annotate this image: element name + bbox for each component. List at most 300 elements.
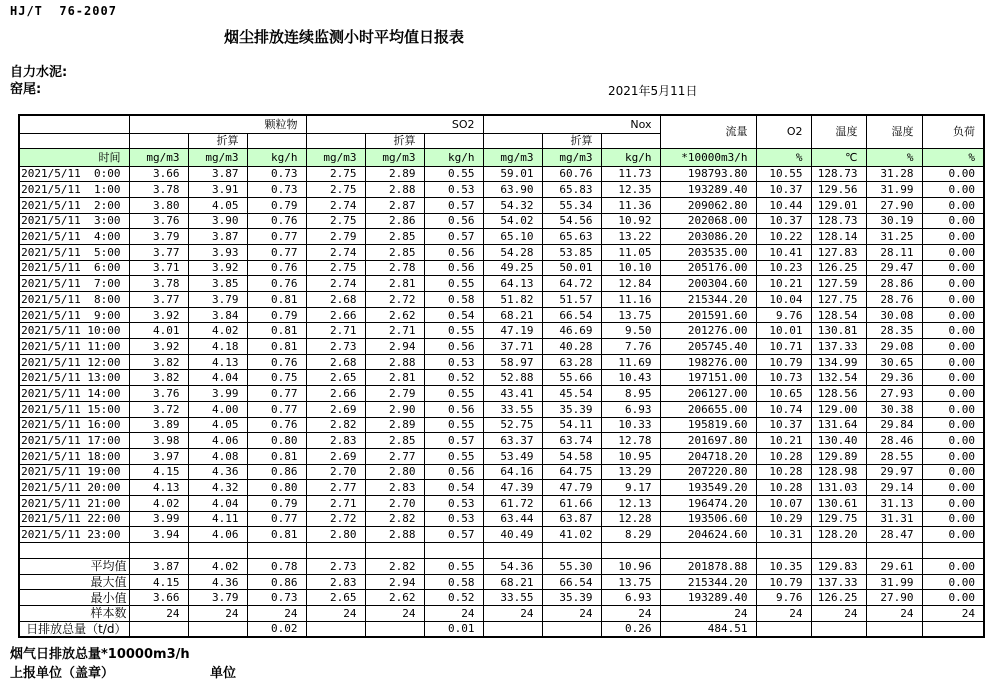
- empty-cell: [129, 543, 188, 559]
- value-cell: 12.13: [601, 495, 660, 511]
- value-cell: 2.90: [365, 401, 424, 417]
- value-cell: 0.00: [922, 276, 984, 292]
- value-cell: 0.00: [922, 213, 984, 229]
- value-cell: 37.71: [483, 339, 542, 355]
- value-cell: 129.56: [811, 182, 866, 198]
- empty-cell: [601, 133, 660, 148]
- value-cell: 0.00: [922, 260, 984, 276]
- report-date: 2021年5月11日: [608, 84, 698, 98]
- table-row: [19, 401, 984, 417]
- value-cell: 28.11: [866, 244, 922, 260]
- value-cell: 0.01: [424, 621, 483, 637]
- value-cell: 27.90: [866, 197, 922, 213]
- value-cell: 10.79: [756, 354, 811, 370]
- empty-cell: [247, 133, 306, 148]
- table-row: [19, 339, 984, 355]
- value-cell: 54.11: [542, 417, 601, 433]
- value-cell: 137.33: [811, 339, 866, 355]
- value-cell: 4.05: [188, 417, 247, 433]
- empty-cell: [247, 543, 306, 559]
- value-cell: 24: [306, 606, 365, 622]
- value-cell: 10.21: [756, 276, 811, 292]
- value-cell: 27.93: [866, 386, 922, 402]
- value-cell: 65.10: [483, 229, 542, 245]
- table-row: [19, 307, 984, 323]
- value-cell: 10.35: [756, 559, 811, 575]
- table-row: [19, 527, 984, 543]
- value-cell: 3.78: [129, 276, 188, 292]
- value-cell: 54.32: [483, 197, 542, 213]
- value-cell: 3.99: [188, 386, 247, 402]
- value-cell: 33.55: [483, 590, 542, 606]
- value-cell: 0.56: [424, 213, 483, 229]
- value-cell: 3.71: [129, 260, 188, 276]
- value-cell: 2.75: [306, 166, 365, 182]
- value-cell: 2.82: [306, 417, 365, 433]
- value-cell: 66.54: [542, 574, 601, 590]
- value-cell: 4.15: [129, 574, 188, 590]
- value-cell: 0.58: [424, 574, 483, 590]
- value-cell: 3.87: [188, 229, 247, 245]
- value-cell: 9.76: [756, 307, 811, 323]
- value-cell: 200304.60: [660, 276, 756, 292]
- value-cell: 129.00: [811, 401, 866, 417]
- value-cell: 11.73: [601, 166, 660, 182]
- unit-cell: kg/h: [601, 148, 660, 166]
- value-cell: 2.74: [306, 244, 365, 260]
- value-cell: 10.65: [756, 386, 811, 402]
- value-cell: 0.57: [424, 527, 483, 543]
- value-cell: 0.55: [424, 386, 483, 402]
- value-cell: 10.92: [601, 213, 660, 229]
- value-cell: 0.55: [424, 166, 483, 182]
- table-row: [19, 433, 984, 449]
- value-cell: 0.80: [247, 433, 306, 449]
- value-cell: 35.39: [542, 401, 601, 417]
- table-row: [19, 448, 984, 464]
- value-cell: 0.81: [247, 339, 306, 355]
- standard-number: HJ/T 76-2007: [10, 4, 117, 18]
- value-cell: [756, 621, 811, 637]
- table-body: [19, 115, 984, 637]
- value-cell: 8.95: [601, 386, 660, 402]
- value-cell: 0.00: [922, 511, 984, 527]
- value-cell: 4.05: [188, 197, 247, 213]
- unit-cell: mg/m3: [483, 148, 542, 166]
- summary-label-cell: 样本数: [19, 606, 129, 622]
- value-cell: 30.38: [866, 401, 922, 417]
- value-cell: 29.84: [866, 417, 922, 433]
- value-cell: 206127.00: [660, 386, 756, 402]
- value-cell: [188, 621, 247, 637]
- value-cell: 0.00: [922, 244, 984, 260]
- value-cell: 0.76: [247, 354, 306, 370]
- group-header-o2: O2: [756, 115, 811, 148]
- value-cell: 3.87: [188, 166, 247, 182]
- empty-cell: [866, 543, 922, 559]
- value-cell: 47.19: [483, 323, 542, 339]
- value-cell: 29.47: [866, 260, 922, 276]
- value-cell: 193289.40: [660, 182, 756, 198]
- value-cell: 28.55: [866, 448, 922, 464]
- summary-row: [19, 590, 984, 606]
- value-cell: 3.97: [129, 448, 188, 464]
- summary-row: [19, 606, 984, 622]
- value-cell: 2.82: [365, 559, 424, 575]
- value-cell: 3.82: [129, 354, 188, 370]
- value-cell: 132.54: [811, 370, 866, 386]
- value-cell: 3.77: [129, 244, 188, 260]
- value-cell: 4.00: [188, 401, 247, 417]
- value-cell: 128.56: [811, 386, 866, 402]
- value-cell: 3.94: [129, 527, 188, 543]
- value-cell: 3.98: [129, 433, 188, 449]
- unit-cell: %: [866, 148, 922, 166]
- value-cell: 0.02: [247, 621, 306, 637]
- value-cell: 4.06: [188, 433, 247, 449]
- value-cell: 0.56: [424, 244, 483, 260]
- value-cell: 29.08: [866, 339, 922, 355]
- table-row: [19, 464, 984, 480]
- value-cell: 3.72: [129, 401, 188, 417]
- value-cell: 13.22: [601, 229, 660, 245]
- empty-cell: [601, 543, 660, 559]
- value-cell: 3.77: [129, 292, 188, 308]
- value-cell: 0.80: [247, 480, 306, 496]
- empty-cell: [424, 133, 483, 148]
- value-cell: 130.40: [811, 433, 866, 449]
- value-cell: 3.79: [188, 292, 247, 308]
- value-cell: 28.46: [866, 433, 922, 449]
- value-cell: 54.36: [483, 559, 542, 575]
- value-cell: 13.75: [601, 574, 660, 590]
- value-cell: 65.63: [542, 229, 601, 245]
- value-cell: 4.13: [129, 480, 188, 496]
- value-cell: 49.25: [483, 260, 542, 276]
- value-cell: 52.88: [483, 370, 542, 386]
- value-cell: 2.83: [306, 574, 365, 590]
- converted-header: 折算: [188, 133, 247, 148]
- value-cell: 0.53: [424, 495, 483, 511]
- value-cell: 47.79: [542, 480, 601, 496]
- group-header-so2: SO2: [306, 115, 483, 133]
- value-cell: 2.62: [365, 590, 424, 606]
- value-cell: 0.55: [424, 323, 483, 339]
- value-cell: [922, 621, 984, 637]
- value-cell: 10.96: [601, 559, 660, 575]
- time-cell: 2021/5/11 13:00: [19, 370, 129, 386]
- value-cell: 24: [542, 606, 601, 622]
- value-cell: 64.72: [542, 276, 601, 292]
- value-cell: 63.44: [483, 511, 542, 527]
- value-cell: 2.78: [365, 260, 424, 276]
- value-cell: 40.28: [542, 339, 601, 355]
- value-cell: 54.28: [483, 244, 542, 260]
- value-cell: 2.83: [306, 433, 365, 449]
- empty-cell: [483, 543, 542, 559]
- value-cell: 0.00: [922, 495, 984, 511]
- value-cell: 0.55: [424, 417, 483, 433]
- table-row: [19, 244, 984, 260]
- value-cell: 35.39: [542, 590, 601, 606]
- value-cell: 50.01: [542, 260, 601, 276]
- value-cell: 53.49: [483, 448, 542, 464]
- value-cell: 11.69: [601, 354, 660, 370]
- value-cell: 0.79: [247, 197, 306, 213]
- unit-cell: kg/h: [424, 148, 483, 166]
- empty-cell: [19, 133, 129, 148]
- value-cell: 3.85: [188, 276, 247, 292]
- value-cell: 10.55: [756, 166, 811, 182]
- table-row: [19, 229, 984, 245]
- value-cell: 4.04: [188, 495, 247, 511]
- value-cell: 128.14: [811, 229, 866, 245]
- summary-row: [19, 559, 984, 575]
- company-label: 自力水泥:: [10, 65, 68, 80]
- value-cell: 4.15: [129, 464, 188, 480]
- value-cell: 126.25: [811, 260, 866, 276]
- value-cell: 0.76: [247, 417, 306, 433]
- value-cell: 0.79: [247, 495, 306, 511]
- value-cell: 10.23: [756, 260, 811, 276]
- value-cell: 10.22: [756, 229, 811, 245]
- value-cell: 2.71: [306, 323, 365, 339]
- value-cell: 10.28: [756, 480, 811, 496]
- value-cell: 2.77: [306, 480, 365, 496]
- value-cell: 24: [188, 606, 247, 622]
- value-cell: 0.00: [922, 307, 984, 323]
- value-cell: 0.00: [922, 590, 984, 606]
- value-cell: 4.32: [188, 480, 247, 496]
- value-cell: 0.57: [424, 197, 483, 213]
- value-cell: 204624.60: [660, 527, 756, 543]
- value-cell: 61.72: [483, 495, 542, 511]
- value-cell: 9.76: [756, 590, 811, 606]
- empty-cell: [483, 133, 542, 148]
- value-cell: 24: [424, 606, 483, 622]
- value-cell: 2.82: [365, 511, 424, 527]
- summary-row: [19, 574, 984, 590]
- value-cell: 30.19: [866, 213, 922, 229]
- value-cell: 10.41: [756, 244, 811, 260]
- converted-header: 折算: [542, 133, 601, 148]
- value-cell: 2.85: [365, 244, 424, 260]
- value-cell: 41.02: [542, 527, 601, 543]
- value-cell: 0.55: [424, 448, 483, 464]
- empty-cell: [424, 543, 483, 559]
- value-cell: 0.55: [424, 559, 483, 575]
- value-cell: 0.56: [424, 339, 483, 355]
- value-cell: 10.73: [756, 370, 811, 386]
- value-cell: 28.76: [866, 292, 922, 308]
- unit-cell: mg/m3: [365, 148, 424, 166]
- value-cell: 0.00: [922, 386, 984, 402]
- value-cell: 55.66: [542, 370, 601, 386]
- table-row: [19, 166, 984, 182]
- value-cell: 12.28: [601, 511, 660, 527]
- value-cell: 2.77: [365, 448, 424, 464]
- value-cell: 0.00: [922, 417, 984, 433]
- value-cell: 2.72: [365, 292, 424, 308]
- empty-cell: [306, 543, 365, 559]
- value-cell: 2.94: [365, 339, 424, 355]
- value-cell: 0.56: [424, 401, 483, 417]
- value-cell: 2.89: [365, 166, 424, 182]
- value-cell: 64.75: [542, 464, 601, 480]
- value-cell: 47.39: [483, 480, 542, 496]
- value-cell: 0.86: [247, 464, 306, 480]
- time-cell: 2021/5/11 9:00: [19, 307, 129, 323]
- table-row: [19, 480, 984, 496]
- unit-cell: ℃: [811, 148, 866, 166]
- value-cell: 28.47: [866, 527, 922, 543]
- value-cell: 2.68: [306, 292, 365, 308]
- value-cell: 0.00: [922, 448, 984, 464]
- unit-cell: *10000m3/h: [660, 148, 756, 166]
- value-cell: 201697.80: [660, 433, 756, 449]
- value-cell: 24: [811, 606, 866, 622]
- value-cell: 3.82: [129, 370, 188, 386]
- value-cell: 207220.80: [660, 464, 756, 480]
- time-cell: 2021/5/11 2:00: [19, 197, 129, 213]
- value-cell: 203535.00: [660, 244, 756, 260]
- value-cell: 2.72: [306, 511, 365, 527]
- value-cell: 10.37: [756, 417, 811, 433]
- unit-cell: %: [922, 148, 984, 166]
- value-cell: 12.35: [601, 182, 660, 198]
- value-cell: 0.00: [922, 197, 984, 213]
- value-cell: 0.00: [922, 292, 984, 308]
- value-cell: 11.05: [601, 244, 660, 260]
- value-cell: 2.79: [306, 229, 365, 245]
- value-cell: 63.87: [542, 511, 601, 527]
- time-cell: 2021/5/11 1:00: [19, 182, 129, 198]
- value-cell: 2.86: [365, 213, 424, 229]
- table-row: [19, 260, 984, 276]
- value-cell: 51.57: [542, 292, 601, 308]
- value-cell: 0.52: [424, 590, 483, 606]
- time-cell: 2021/5/11 3:00: [19, 213, 129, 229]
- time-cell: 2021/5/11 14:00: [19, 386, 129, 402]
- value-cell: 2.85: [365, 433, 424, 449]
- value-cell: 0.58: [424, 292, 483, 308]
- value-cell: 0.55: [424, 276, 483, 292]
- converted-header: 折算: [365, 133, 424, 148]
- value-cell: 29.97: [866, 464, 922, 480]
- value-cell: 63.74: [542, 433, 601, 449]
- value-cell: 0.81: [247, 323, 306, 339]
- value-cell: 0.81: [247, 448, 306, 464]
- empty-cell: [188, 543, 247, 559]
- value-cell: 4.02: [188, 559, 247, 575]
- value-cell: 64.16: [483, 464, 542, 480]
- value-cell: 0.77: [247, 244, 306, 260]
- value-cell: 0.00: [922, 527, 984, 543]
- value-cell: 24: [922, 606, 984, 622]
- value-cell: 31.99: [866, 182, 922, 198]
- value-cell: 137.33: [811, 574, 866, 590]
- value-cell: 10.71: [756, 339, 811, 355]
- group-header-temp: 温度: [811, 115, 866, 148]
- value-cell: 43.41: [483, 386, 542, 402]
- value-cell: 29.36: [866, 370, 922, 386]
- unit-cell: %: [756, 148, 811, 166]
- value-cell: 24: [756, 606, 811, 622]
- value-cell: 0.54: [424, 480, 483, 496]
- value-cell: 0.00: [922, 559, 984, 575]
- value-cell: 2.75: [306, 213, 365, 229]
- value-cell: 196474.20: [660, 495, 756, 511]
- time-cell: 2021/5/11 17:00: [19, 433, 129, 449]
- value-cell: 4.01: [129, 323, 188, 339]
- time-cell: 2021/5/11 8:00: [19, 292, 129, 308]
- value-cell: 4.02: [188, 323, 247, 339]
- value-cell: 215344.20: [660, 574, 756, 590]
- table-row: [19, 323, 984, 339]
- value-cell: 53.85: [542, 244, 601, 260]
- value-cell: 3.89: [129, 417, 188, 433]
- group-header-nox: Nox: [483, 115, 660, 133]
- value-cell: 9.17: [601, 480, 660, 496]
- value-cell: 2.87: [365, 197, 424, 213]
- value-cell: 0.00: [922, 182, 984, 198]
- value-cell: 3.78: [129, 182, 188, 198]
- value-cell: 128.20: [811, 527, 866, 543]
- value-cell: 31.25: [866, 229, 922, 245]
- value-cell: 4.04: [188, 370, 247, 386]
- value-cell: 2.71: [365, 323, 424, 339]
- value-cell: 2.88: [365, 182, 424, 198]
- units-row: [19, 148, 984, 166]
- value-cell: 10.21: [756, 433, 811, 449]
- value-cell: 4.11: [188, 511, 247, 527]
- table-row: [19, 197, 984, 213]
- time-cell: 2021/5/11 6:00: [19, 260, 129, 276]
- value-cell: 28.35: [866, 323, 922, 339]
- value-cell: 51.82: [483, 292, 542, 308]
- value-cell: 40.49: [483, 527, 542, 543]
- value-cell: 55.30: [542, 559, 601, 575]
- value-cell: 55.34: [542, 197, 601, 213]
- location-label: 窑尾:: [10, 82, 42, 97]
- value-cell: 33.55: [483, 401, 542, 417]
- value-cell: 66.54: [542, 307, 601, 323]
- time-cell: 2021/5/11 18:00: [19, 448, 129, 464]
- value-cell: 8.29: [601, 527, 660, 543]
- value-cell: 0.00: [922, 339, 984, 355]
- value-cell: 68.21: [483, 574, 542, 590]
- empty-cell: [660, 543, 756, 559]
- value-cell: 131.03: [811, 480, 866, 496]
- value-cell: 28.86: [866, 276, 922, 292]
- value-cell: 0.81: [247, 292, 306, 308]
- value-cell: 2.80: [306, 527, 365, 543]
- value-cell: 2.66: [306, 386, 365, 402]
- time-cell: 2021/5/11 21:00: [19, 495, 129, 511]
- value-cell: 2.74: [306, 197, 365, 213]
- value-cell: 10.74: [756, 401, 811, 417]
- value-cell: 3.93: [188, 244, 247, 260]
- value-cell: 127.59: [811, 276, 866, 292]
- time-cell: 2021/5/11 10:00: [19, 323, 129, 339]
- unit-cell: mg/m3: [188, 148, 247, 166]
- value-cell: 206655.00: [660, 401, 756, 417]
- group-header-flow: 流量: [660, 115, 756, 148]
- value-cell: 9.50: [601, 323, 660, 339]
- value-cell: 11.36: [601, 197, 660, 213]
- table-row: [19, 495, 984, 511]
- time-cell: 2021/5/11 22:00: [19, 511, 129, 527]
